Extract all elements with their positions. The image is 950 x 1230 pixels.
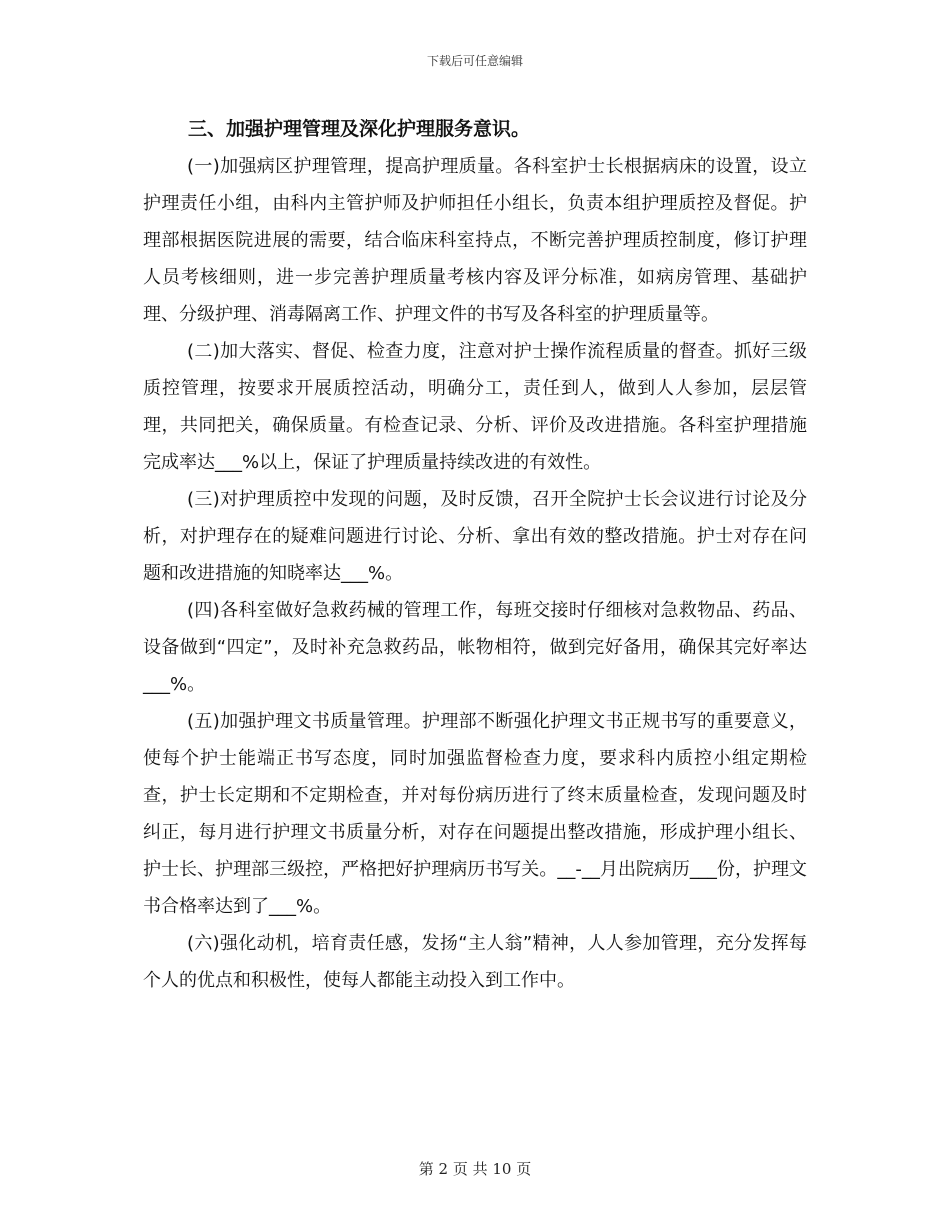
- page-footer: 第 2 页 共 10 页: [418, 1160, 532, 1178]
- paragraph-2: (二)加大落实、督促、检查力度，注意对护士操作流程质量的督查。抓好三级质控管理，按要求开展质控活动，明确分工，责任到人，做到人人参加，层层管理，共同把关，确保质量。有检查记录、分析、评价及改进措施。各科室护理措施完成率达___%以上，保证了护理质量持续改进的有效性。: [143, 341, 807, 473]
- paragraph-3: (三)对护理质控中发现的问题，及时反馈，召开全院护士长会议进行讨论及分析，对护理存在的疑难问题进行讨论、分析、拿出有效的整改措施。护士对存在问题和改进措施的知晓率达___%。: [143, 489, 807, 584]
- paragraph-4: (四)各科室做好急救药械的管理工作，每班交接时仔细核对急救物品、药品、设备做到“四定”，及时补充急救药品，帐物相符，做到完好备用，确保其完好率达___%。: [143, 600, 807, 695]
- document-body: [143, 111, 807, 999]
- paragraph-5: (五)加强护理文书质量管理。护理部不断强化护理文书正规书写的重要意义，使每个护士能端正书写态度，同时加强监督检查力度，要求科内质控小组定期检查，护士长定期和不定期检查，并对每份病历进行了终末质量检查，发现问题及时纠正，每月进行护理文书质量分析，对存在问题提出整改措施，形成护理小组长、护士长、护理部三级控，严格把好护理病历书写关。__-__月出院病历___份，护理文书合格率达到了___%。: [143, 711, 807, 917]
- header-note: 下载后可任意编辑: [426, 54, 523, 68]
- section-heading: 三、加强护理管理及深化护理服务意识。: [188, 118, 531, 140]
- paragraph-6: (六)强化动机，培育责任感，发扬“主人翁”精神，人人参加管理，充分发挥每个人的优点和积极性，使每人都能主动投入到工作中。: [143, 933, 807, 991]
- paragraph-1: (一)加强病区护理管理，提高护理质量。各科室护士长根据病床的设置，设立护理责任小组，由科内主管护师及护师担任小组长，负责本组护理质控及督促。护理部根据医院进展的需要，结合临床科室持点，不断完善护理质控制度，修订护理人员考核细则，进一步完善护理质量考核内容及评分标准，如病房管理、基础护理、分级护理、消毒隔离工作、护理文件的书写及各科室的护理质量等。: [143, 156, 807, 325]
